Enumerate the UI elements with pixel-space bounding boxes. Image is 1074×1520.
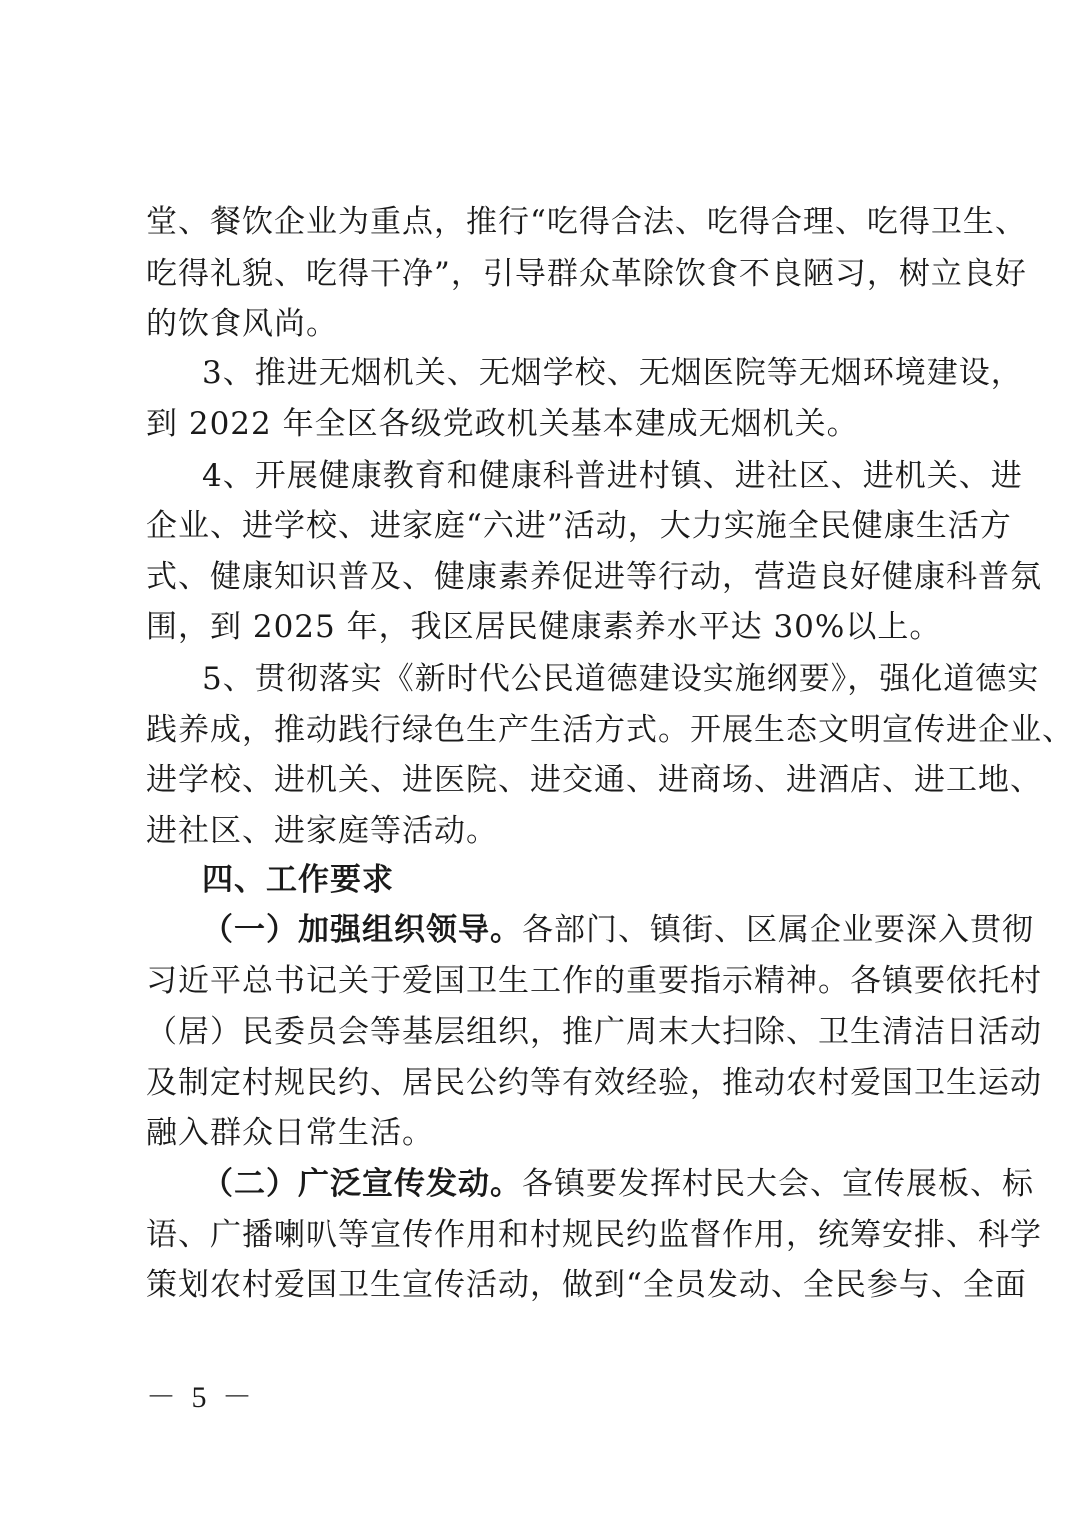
section-heading: 四、工作要求 (202, 862, 394, 898)
paragraph-line: 进学校、进机关、进医院、进交通、进商场、进酒店、进工地、 (146, 762, 1042, 798)
paragraph-text: 各镇要发挥村民大会、宣传展板、标 (522, 1166, 1034, 1202)
paragraph-line: 及制定村规民约、居民公约等有效经验，推动农村爱国卫生运动 (146, 1065, 1042, 1101)
paragraph-line: 3、推进无烟机关、无烟学校、无烟医院等无烟环境建设， (202, 355, 1023, 391)
paragraph-line: 围，到 2025 年，我区居民健康素养水平达 30%以上。 (146, 609, 942, 645)
paragraph-line: 策划农村爱国卫生宣传活动，做到“全员发动、全民参与、全面 (146, 1267, 1027, 1303)
paragraph-text: 各部门、镇街、区属企业要深入贯彻 (522, 912, 1034, 948)
subheading: （一）加强组织领导。 (202, 912, 522, 948)
paragraph-line: 语、广播喇叭等宣传作用和村规民约监督作用，统筹安排、科学 (146, 1217, 1042, 1253)
paragraph-line: 堂、餐饮企业为重点，推行“吃得合法、吃得合理、吃得卫生、 (146, 204, 1027, 240)
paragraph-line: 的饮食风尚。 (146, 306, 338, 342)
paragraph-line: 5、贯彻落实《新时代公民道德建设实施纲要》，强化道德实 (202, 661, 1040, 697)
paragraph-line: 到 2022 年全区各级党政机关基本建成无烟机关。 (146, 406, 859, 442)
paragraph-line: （居）民委员会等基层组织，推广周末大扫除、卫生清洁日活动 (146, 1014, 1042, 1050)
page-number: － 5 － (146, 1381, 256, 1414)
paragraph-line: 习近平总书记关于爱国卫生工作的重要指示精神。各镇要依托村 (146, 963, 1042, 999)
paragraph-line: 企业、进学校、进家庭“六进”活动，大力实施全民健康生活方 (146, 508, 1012, 544)
paragraph-line: 4、开展健康教育和健康科普进村镇、进社区、进机关、进 (202, 458, 1023, 494)
subheading: （二）广泛宣传发动。 (202, 1166, 522, 1202)
paragraph-line: 式、健康知识普及、健康素养促进等行动，营造良好健康科普氛 (146, 559, 1042, 595)
paragraph-line: 吃得礼貌、吃得干净”，引导群众革除饮食不良陋习，树立良好 (146, 256, 1027, 292)
paragraph-line (202, 910, 1034, 950)
paragraph-line (202, 1164, 1034, 1204)
paragraph-line: 进社区、进家庭等活动。 (146, 813, 498, 849)
paragraph-line: 融入群众日常生活。 (146, 1115, 434, 1151)
paragraph-line: 践养成，推动践行绿色生产生活方式。开展生态文明宣传进企业、 (146, 712, 1074, 748)
